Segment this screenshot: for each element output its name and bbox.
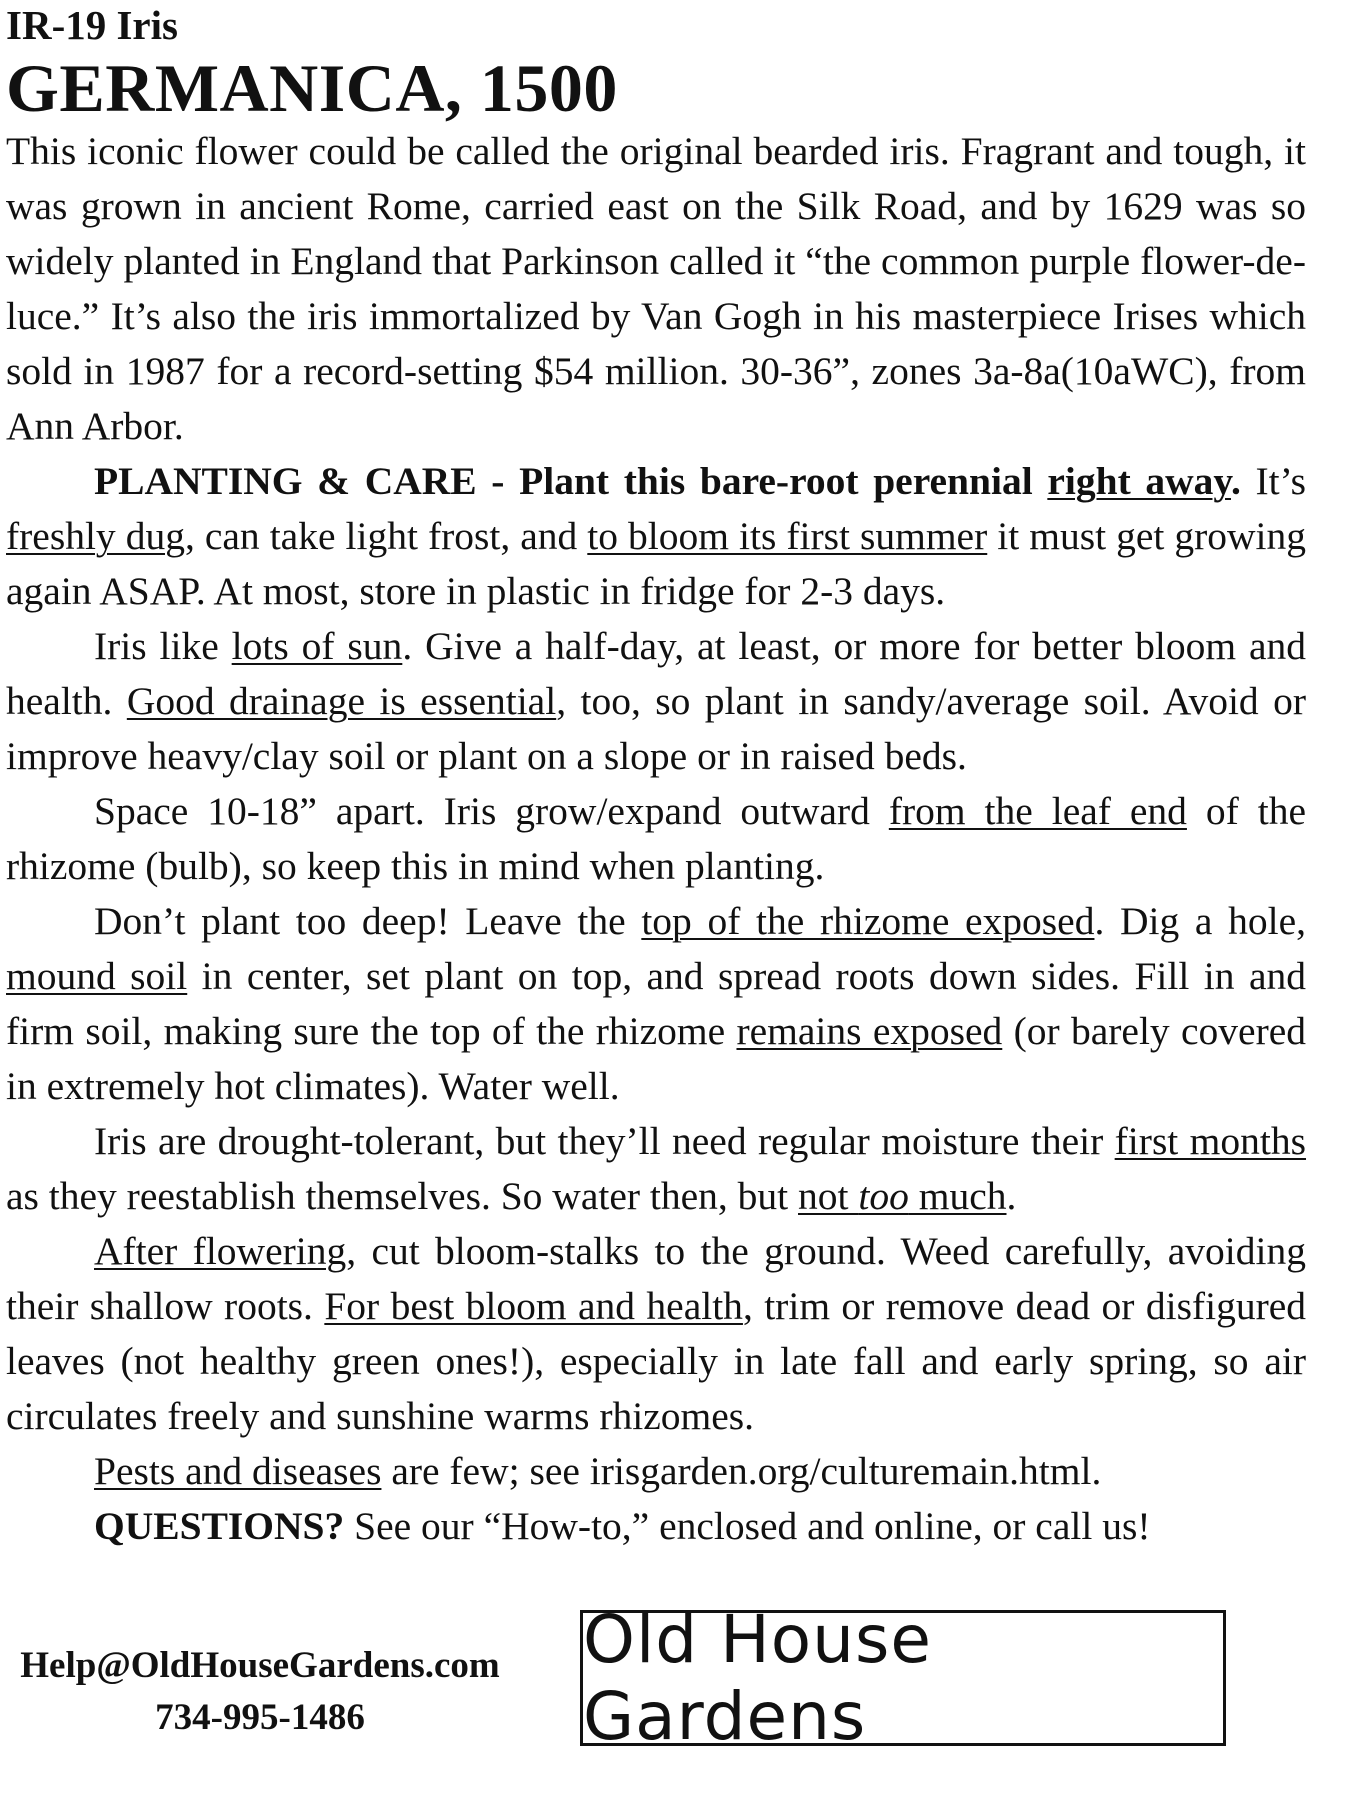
text-segment: (or barely covered in extremely hot climates). Water well. <box>6 1009 1307 1108</box>
text-segment: it must get growing again ASAP. At most, store in plastic in fridge for 2-3 days. <box>6 514 1307 613</box>
text-segment: , trim or remove dead or disfigured leaves (not healthy green ones!), especially in late fall and early spring, so air circulates freely and sunshine warms rhizomes. <box>6 1284 1307 1438</box>
text-segment: not <box>798 1174 859 1218</box>
footer <box>0 1601 1350 1760</box>
text-segment: Iris like <box>94 624 232 668</box>
planting-paragraph-1 <box>6 454 1306 619</box>
underline-pests-diseases: Pests and diseases <box>94 1449 382 1493</box>
underline-good-drainage: Good drainage is essential <box>126 679 557 723</box>
text-segment: . Give a half-day, at least, or more for better bloom and health. <box>6 624 1306 723</box>
underline-right-away: right away <box>1047 459 1231 503</box>
text-segment: Don’t plant too deep! Leave the <box>94 899 642 943</box>
description-paragraph: This iconic flower could be called the original bearded iris. Fragrant and tough, it was grown in ancient Rome, carried east on the Silk Road, and by 1629 was so widely planted in England that Parkinson called it “the common purple flower-de-luce.” It’s also the iris immortalized by Van Gogh in his masterpiece Irises which sold in 1987 for a record-setting $54 million. 30-36”, zones 3a-8a(10aWC), from Ann Arbor. <box>6 129 1306 448</box>
underline-freshly-dug: freshly dug <box>6 514 185 558</box>
underline-top-exposed: top of the rhizome exposed <box>641 899 1095 943</box>
product-code: IR-19 Iris <box>6 2 178 48</box>
planting-paragraph-6 <box>6 1224 1306 1444</box>
text-segment: much <box>908 1174 1007 1218</box>
text-segment: in center, set plant on top, and spread roots down sides. Fill in and firm soil, making sure the top of the rhizome <box>6 954 1306 1053</box>
planting-paragraph-8 <box>6 1499 1306 1554</box>
planting-paragraph-2 <box>6 619 1306 784</box>
planting-paragraph-5 <box>6 1114 1306 1224</box>
planting-paragraph-4 <box>6 894 1306 1114</box>
planting-lead: PLANTING & CARE - Plant this bare-root perennial <box>94 459 1048 503</box>
underline-leaf-end: from the leaf end <box>888 789 1187 833</box>
planting-paragraph-3 <box>6 784 1306 894</box>
contact-block <box>0 1640 520 1744</box>
text-segment: , can take light frost, and <box>184 514 588 558</box>
logo-box <box>580 1601 1226 1755</box>
planting-heading <box>94 459 1241 503</box>
text-segment: See our “How-to,” enclosed and online, or call us! <box>344 1504 1151 1548</box>
planting-lead-dot: . <box>1230 459 1241 503</box>
text-segment: are few; see irisgarden.org/culturemain.html. <box>381 1449 1102 1493</box>
page <box>6 0 1306 1554</box>
text-segment: , too, so plant in sandy/average soil. Avoid or improve heavy/clay soil or plant on a slope or in raised beds. <box>6 679 1307 778</box>
text-segment: It’s <box>1240 459 1306 503</box>
body-text <box>6 124 1306 1554</box>
planting-paragraph-7 <box>6 1444 1306 1499</box>
text-segment: of the rhizome (bulb), so keep this in mind when planting. <box>6 789 1306 888</box>
text-segment: Space 10-18” apart. Iris grow/expand outward <box>94 789 889 833</box>
underline-first-months: first months <box>1114 1119 1307 1163</box>
product-title: GERMANICA, 1500 <box>6 50 618 126</box>
underline-best-bloom: For best bloom and health <box>324 1284 743 1328</box>
underline-lots-of-sun: lots of sun <box>231 624 403 668</box>
text-segment: , cut bloom-stalks to the ground. Weed carefully, avoiding their shallow roots. <box>6 1229 1306 1328</box>
brand-logo: Old House Gardens <box>583 1601 932 1755</box>
underline-not-too-much <box>798 1174 1006 1218</box>
italic-too: too <box>858 1174 909 1218</box>
text-segment: as they reestablish themselves. So water then, but <box>6 1174 799 1218</box>
text-segment: Iris are drought-tolerant, but they’ll need regular moisture their <box>94 1119 1115 1163</box>
contact-email[interactable]: Help@OldHouseGardens.com <box>20 1645 500 1686</box>
text-segment: . Dig a hole, <box>1094 899 1306 943</box>
underline-mound-soil: mound soil <box>6 954 188 998</box>
questions-heading: QUESTIONS? <box>94 1504 345 1548</box>
underline-bloom-first-summer: to bloom its first summer <box>587 514 988 558</box>
text-segment: . <box>1006 1174 1017 1218</box>
contact-phone[interactable]: 734-995-1486 <box>155 1697 365 1738</box>
underline-after-flowering: After flowering <box>94 1229 347 1273</box>
underline-remains-exposed: remains exposed <box>736 1009 1003 1053</box>
